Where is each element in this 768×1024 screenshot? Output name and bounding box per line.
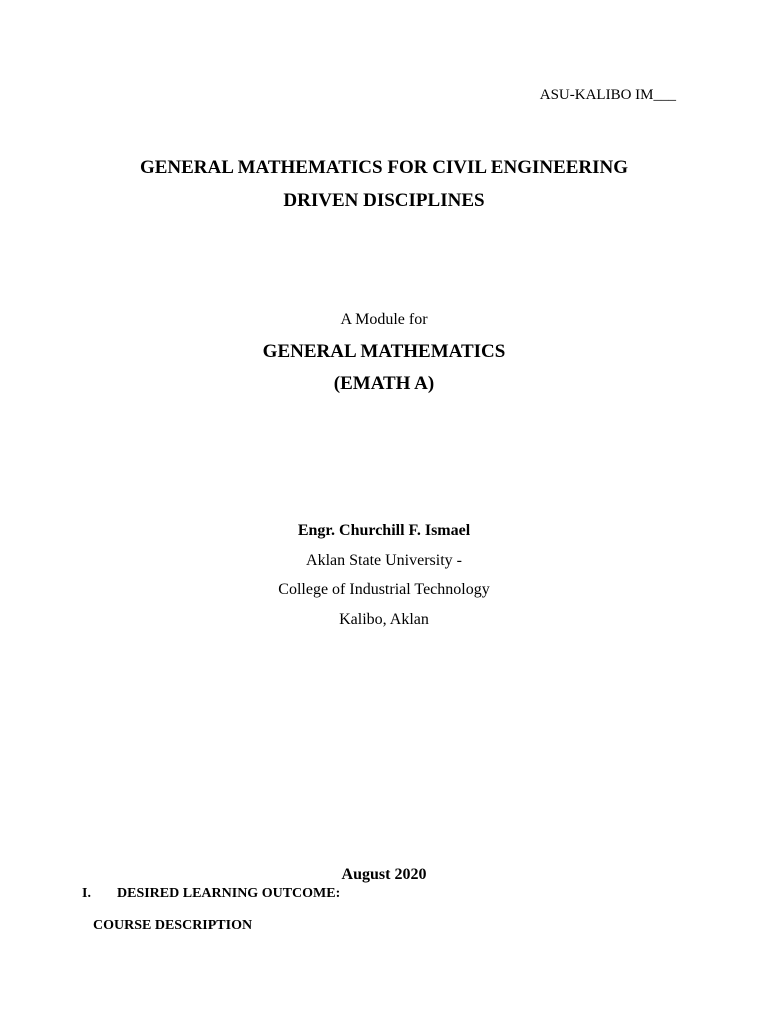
subject-code: (EMATH A) xyxy=(333,373,435,394)
affiliation-college: College of Industrial Technology xyxy=(278,581,490,598)
module-intro: A Module for xyxy=(340,311,428,328)
course-description-heading: COURSE DESCRIPTION xyxy=(93,918,253,933)
section-title: DESIRED LEARNING OUTCOME: xyxy=(117,886,341,901)
subject-title: GENERAL MATHEMATICS xyxy=(262,341,506,362)
main-title-line-2: DRIVEN DISCIPLINES xyxy=(283,190,485,211)
affiliation-university: Aklan State University - xyxy=(306,552,462,569)
affiliation-location: Kalibo, Aklan xyxy=(339,611,429,628)
document-code: ASU-KALIBO IM___ xyxy=(539,87,676,103)
section-number: I. xyxy=(82,886,91,901)
section-heading xyxy=(82,886,340,902)
author-name: Engr. Churchill F. Ismael xyxy=(297,522,471,539)
publication-date: August 2020 xyxy=(341,866,427,883)
main-title-line-1: GENERAL MATHEMATICS FOR CIVIL ENGINEERING xyxy=(139,157,629,178)
